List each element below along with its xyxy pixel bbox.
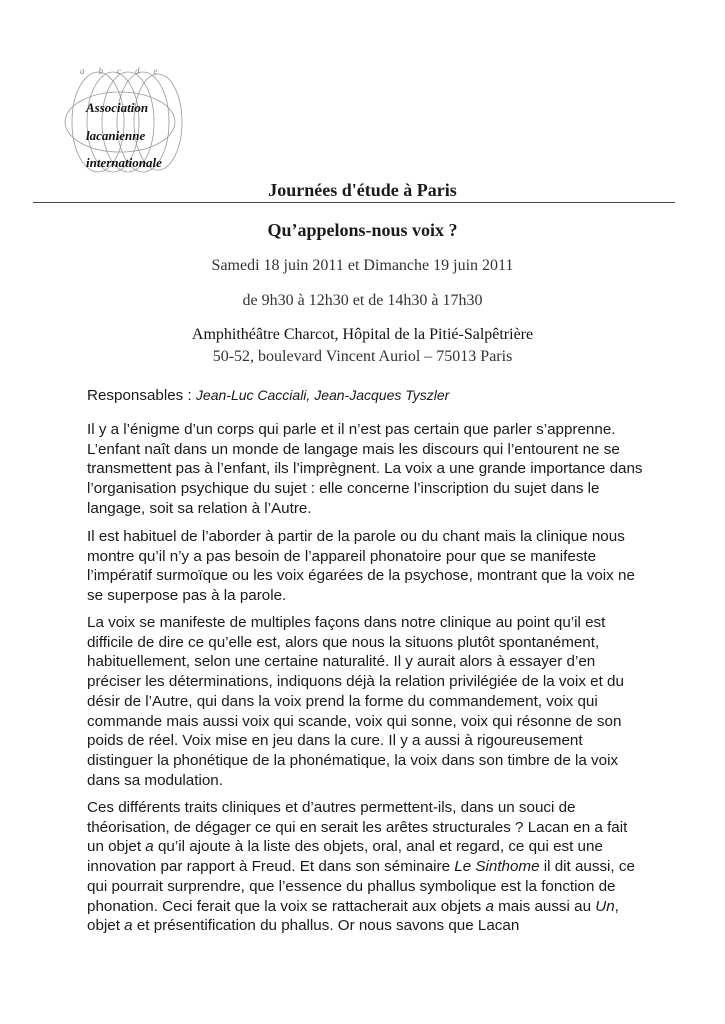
page-title: Qu’appelons-nous voix ? [267, 220, 458, 240]
header-divider [33, 202, 675, 203]
event-dates: Samedi 18 juin 2011 et Dimanche 19 juin 2011 [211, 257, 514, 274]
event-hours: de 9h30 à 12h30 et de 14h30 à 17h30 [242, 292, 483, 309]
responsables-line [87, 386, 647, 406]
paragraph-3-text: La voix se manifeste de multiples façons dans notre clinique au point qu’il est difficile de dire ce qu’elle est, alors que nous la situons plutôt spontanément, habituellement, selon une certaine naturalité. Il y aurait alors à essayer d’en préciser les déterminations, indiquons déjà la relation privilégiée de la voix et du désir de l’Autre, qui dans la voix prend la forme du commandement, voix qui commande mais aussi voix qui scande, voix qui sonne, voix qui résonne de son poids de réel. Voix mise en jeu dans la cure. Il y a aussi à rigoureusement distinguer la phonétique de la phonématique, la voix dans son timbre de la voix dans sa modulation. [87, 614, 624, 789]
paragraph-4-text: Ces différents traits cliniques et d’autres permettent-ils, dans un souci de théorisation, de dégager ce qui en serait les arêtes structurales ? Lacan en a fait un objet a qu’il ajoute à la liste des objets, oral, anal et regard, ce qui est une innovation par rapport à Freud. Et dans son séminaire Le Sinthome il dit aussi, ce qui pourrait surprendre, que l’essence du phallus symbolique est la fonction de phonation. Ceci ferait que la voix se rattacherait aux objets a mais aussi au Un, objet a et présentification du phallus. Or nous savons que Lacan [87, 799, 635, 935]
logo-line-1: Association [86, 100, 149, 115]
logo-line-3: internationale [86, 155, 162, 170]
paragraph-3 [87, 613, 647, 790]
paragraph-4 [87, 798, 647, 936]
event-venue: Amphithéâtre Charcot, Hôpital de la Pitié-Salpêtrière [191, 326, 534, 343]
paragraph-2-text: Il est habituel de l’aborder à partir de la parole ou du chant mais la clinique nous montre qu’il n’y a pas besoin de l’appareil phonatoire pour que se manifeste l’impératif surmoïque ou les voix égarées de la psychose, montrant que la voix ne se superpose pas à la parole. [87, 528, 635, 605]
logo-letters: abcde [80, 66, 172, 76]
event-heading: Journées d'étude à Paris [268, 180, 457, 200]
responsables-label: Responsables : [87, 387, 196, 404]
paragraph-1-text: Il y a l’énigme d’un corps qui parle et il n’est pas certain que parler s’apprenne. L’enfant naît dans un monde de langage mais les discours qui l’entourent ne se transmettent pas à l’enfant, ils l’imprègnent. La voix a une grande importance dans l’organisation psychique du sujet : elle concerne l’inscription du sujet dans le langage, soit sa relation à l’Autre. [87, 421, 643, 517]
paragraph-1 [87, 420, 647, 519]
logo-line-2: lacanienne [86, 128, 146, 143]
responsables-names: Jean-Luc Cacciali, Jean-Jacques Tyszler [195, 387, 450, 403]
event-address: 50-52, boulevard Vincent Auriol – 75013 Paris [212, 348, 513, 365]
paragraph-2 [87, 527, 647, 606]
association-logo [58, 62, 188, 180]
